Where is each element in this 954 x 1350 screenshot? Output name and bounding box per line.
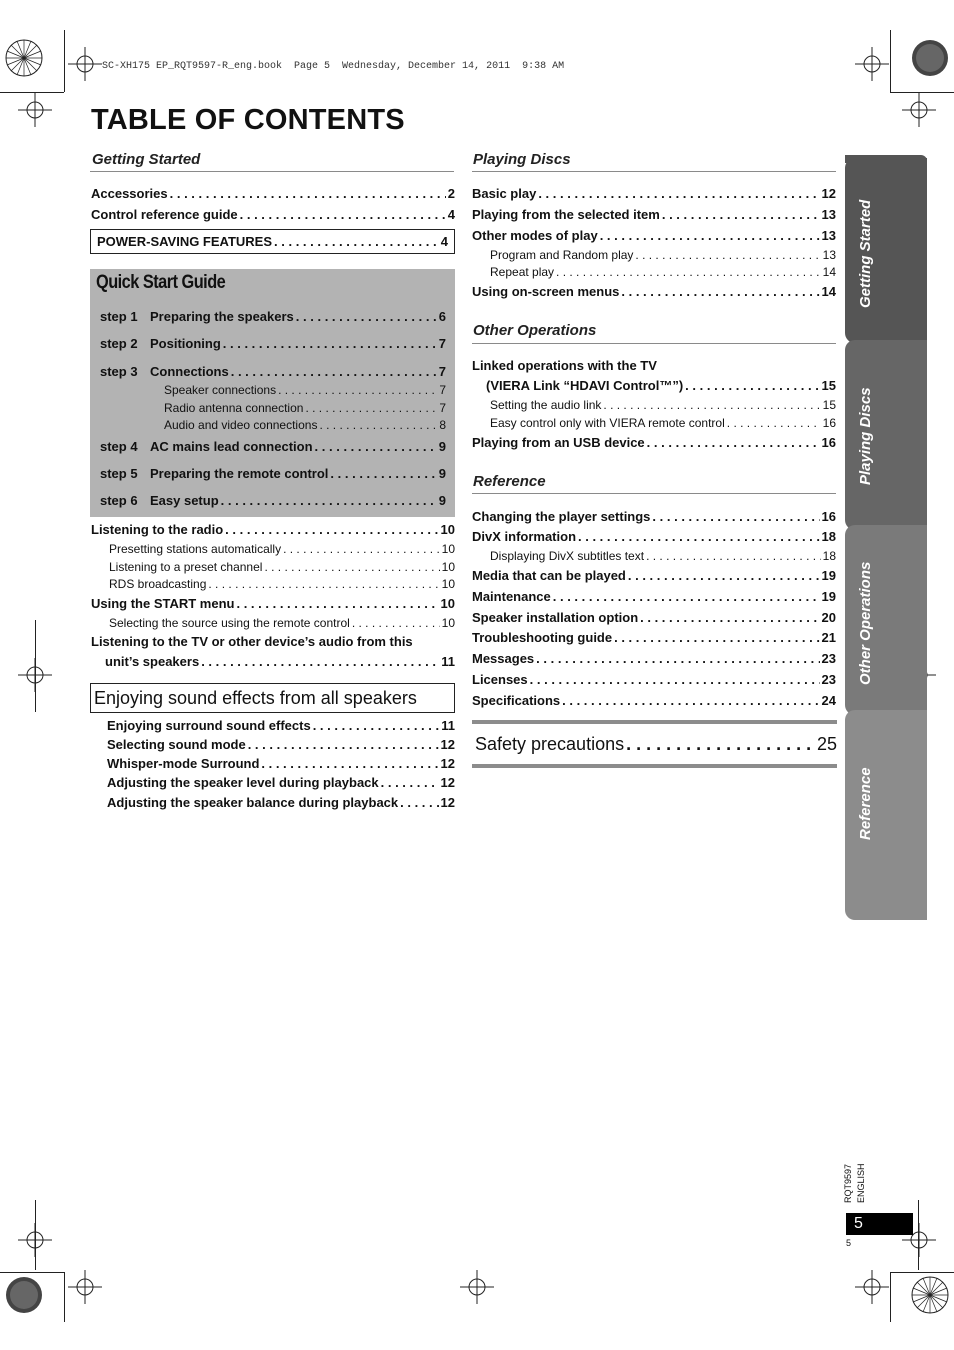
quick-start-subentry[interactable]: Audio and video connections . . . 8 [164,417,446,433]
quick-start-heading: Quick Start Guide [96,272,226,293]
crop-mark [890,30,891,92]
divider [472,343,836,344]
toc-entry[interactable]: DivX information . . . 18 [472,529,836,545]
toc-subentry[interactable]: Presetting stations automatically . . . 10 [109,541,455,557]
divider [90,171,454,172]
quick-start-step[interactable]: step 1 Preparing the speakers . . . 6 [100,309,446,325]
small-page-number: 5 [846,1238,852,1248]
toc-entry[interactable]: Whisper-mode Surround . . . 12 [107,756,455,772]
crop-mark [35,1200,36,1270]
crosshair-icon [902,93,936,127]
toc-entry[interactable]: Changing the player settings . . . 16 [472,509,836,525]
crop-mark [890,1272,954,1273]
toc-entry[interactable]: Adjusting the speaker balance during playback . . . 12 [107,795,455,811]
quick-start-step[interactable]: step 4 AC mains lead connection . . . 9 [100,439,446,455]
toc-subentry[interactable]: Repeat play . . . 14 [490,264,836,280]
quick-start-step[interactable]: step 2 Positioning . . . 7 [100,336,446,352]
section-heading-getting-started: Getting Started [92,151,201,168]
toc-subentry[interactable]: Setting the audio link . . . 15 [490,397,836,413]
quick-start-step[interactable]: step 3 Connections . . . 7 [100,364,446,380]
toc-entry[interactable]: Accessories . . . 2 [91,186,455,202]
document-code: RQT9597 [843,1163,853,1203]
crosshair-icon [460,1270,494,1304]
crosshair-icon [68,1270,102,1304]
toc-entry[interactable]: Troubleshooting guide . . . 21 [472,630,836,646]
quick-start-subentry[interactable]: Radio antenna connection . . . 7 [164,400,446,416]
toc-entry[interactable]: Playing from the selected item . . . 13 [472,207,836,223]
crop-mark [0,92,64,93]
toc-subentry[interactable]: Program and Random play . . . 13 [490,247,836,263]
power-saving-box[interactable]: POWER-SAVING FEATURES . . . 4 [90,229,455,254]
divider-bar [472,720,837,724]
quick-start-step[interactable]: step 5 Preparing the remote control . . . 9 [100,466,446,482]
toc-entry[interactable]: Messages . . . 23 [472,651,836,667]
toc-entry[interactable]: Specifications . . . 24 [472,693,836,709]
toc-subentry[interactable]: Listening to a preset channel . . . 10 [109,559,455,575]
crosshair-icon [855,47,889,81]
page-title: TABLE OF CONTENTS [91,104,405,136]
crop-mark [918,1200,919,1270]
toc-entry[interactable]: Media that can be played . . . 19 [472,568,836,584]
page-number: 5 [846,1213,913,1235]
toc-entry[interactable]: Playing from an USB device . . . 16 [472,435,836,451]
section-heading-enjoying: Enjoying sound effects from all speakers [90,683,455,713]
toc-entry[interactable]: Licenses . . . 23 [472,672,836,688]
toc-entry[interactable]: (VIERA Link “HDAVI Control™”) . . . 15 [486,378,836,394]
crop-mark [890,92,954,93]
toc-entry[interactable]: Selecting sound mode . . . 12 [107,737,455,753]
registration-wheel-icon [910,1275,950,1315]
crop-mark [64,1272,65,1322]
registration-wheel-icon [4,38,44,78]
tab-edge [845,155,927,163]
side-tab-other-operations[interactable]: Other Operations [845,525,927,715]
divider [472,493,836,494]
divider-bar [472,764,837,768]
crop-mark [0,1272,64,1273]
crosshair-icon [68,47,102,81]
crop-mark [890,1272,891,1322]
section-heading-reference: Reference [473,473,546,490]
toc-subentry[interactable]: Displaying DivX subtitles text . . . 18 [490,548,836,564]
crosshair-icon [18,93,52,127]
toc-entry[interactable]: Using the START menu . . . 10 [91,596,455,612]
toc-entry[interactable]: Adjusting the speaker level during playback . . . 12 [107,775,455,791]
section-heading-other-operations: Other Operations [473,322,597,339]
toc-entry[interactable]: Speaker installation option . . . 20 [472,610,836,626]
crosshair-icon [855,1270,889,1304]
toc-entry[interactable]: Control reference guide . . . 4 [91,207,455,223]
side-tab-getting-started[interactable]: Getting Started [845,158,927,343]
toc-subentry[interactable]: RDS broadcasting . . . 10 [109,576,455,592]
divider [472,171,836,172]
toc-entry[interactable]: Basic play . . . 12 [472,186,836,202]
toc-entry-line[interactable]: Linked operations with the TV [472,358,657,373]
side-tab-playing-discs[interactable]: Playing Discs [845,340,927,530]
toc-entry[interactable]: Listening to the radio . . . 10 [91,522,455,538]
toc-entry[interactable]: Using on-screen menus . . . 14 [472,284,836,300]
quick-start-subentry[interactable]: Speaker connections . . . 7 [164,382,446,398]
crop-mark [35,620,36,712]
print-header: SC-XH175 EP_RQT9597-R_eng.book Page 5 Wednesday, December 14, 2011 9:38 AM [102,61,565,72]
toc-subentry[interactable]: Easy control only with VIERA remote control . . . 16 [490,415,836,431]
toc-entry[interactable]: Enjoying surround sound effects . . . 11 [107,718,455,734]
toc-entry[interactable]: Maintenance . . . 19 [472,589,836,605]
crop-mark [64,30,65,92]
language-label: ENGLISH [856,1163,866,1203]
side-tab-reference[interactable]: Reference [845,710,927,920]
section-heading-playing-discs: Playing Discs [473,151,571,168]
registration-dot-icon [910,38,950,78]
toc-entry-line[interactable]: Listening to the TV or other device’s audio from this [91,634,413,649]
safety-precautions-entry[interactable]: Safety precautions . . . 25 [475,733,837,755]
toc-entry[interactable]: unit’s speakers . . . 11 [105,654,455,670]
toc-subentry[interactable]: Selecting the source using the remote control . . . 10 [109,615,455,631]
quick-start-step[interactable]: step 6 Easy setup . . . 9 [100,493,446,509]
toc-entry[interactable]: Other modes of play . . . 13 [472,228,836,244]
registration-dot-icon [4,1275,44,1315]
